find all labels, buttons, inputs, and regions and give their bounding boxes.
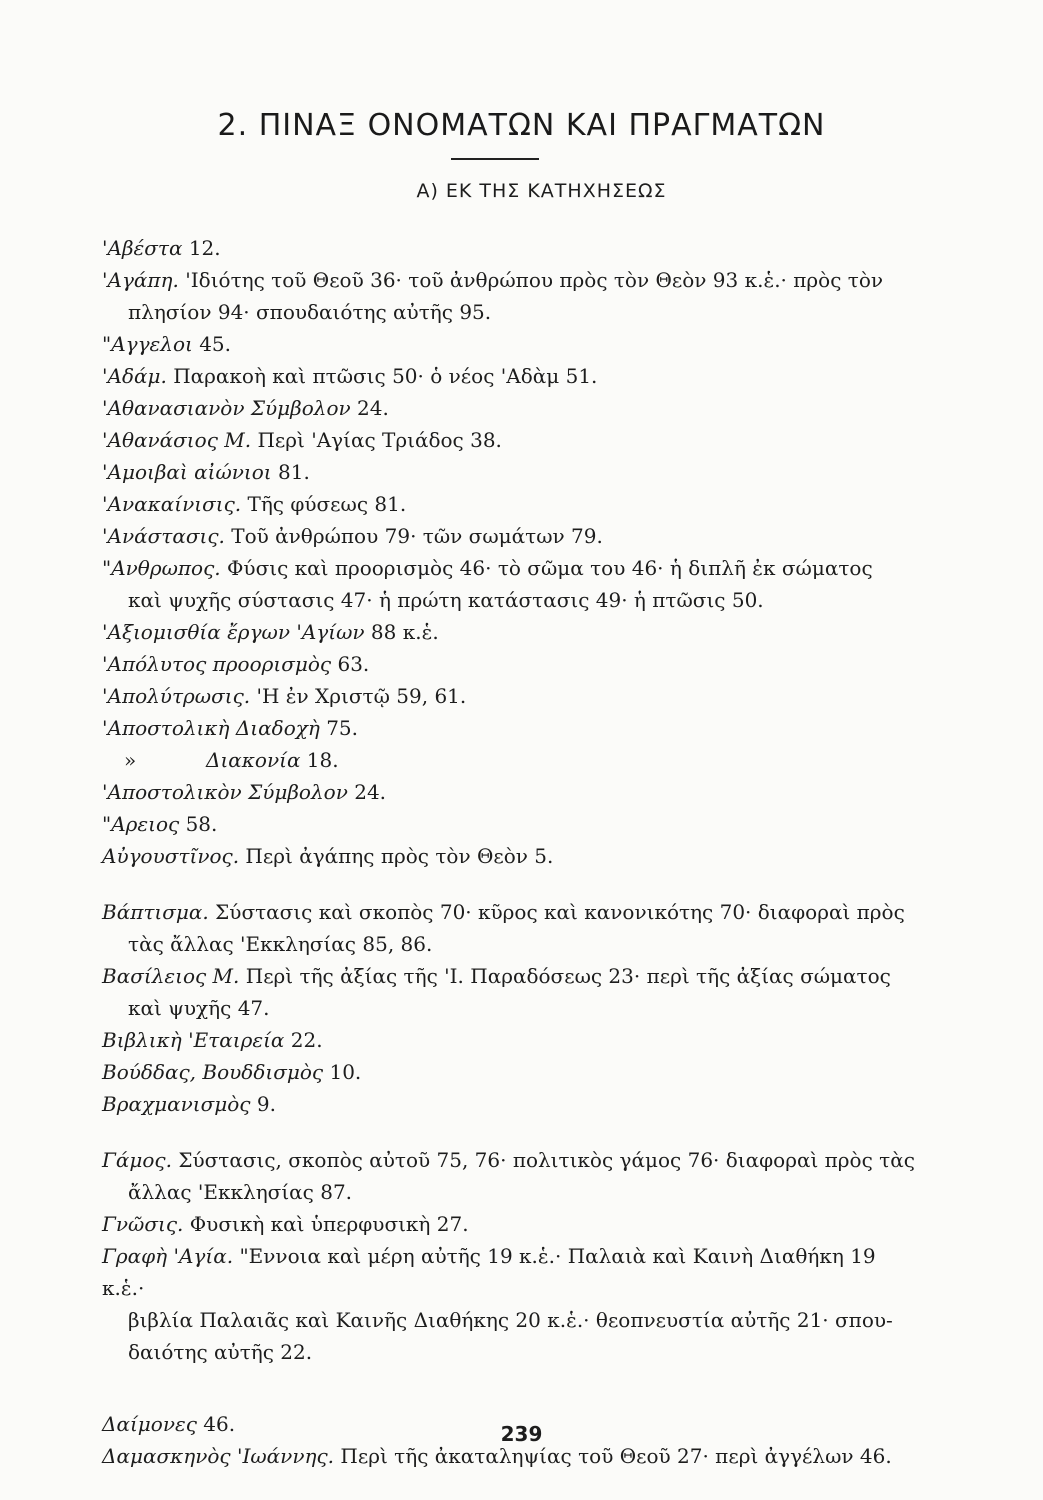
index-entry: » Διακονία 18. — [102, 744, 922, 776]
index-entry: Βάπτισμα. Σύστασις καὶ σκοπὸς 70· κῦρος καὶ κανονικότης 70· διαφοραὶ πρὸς τὰς ἄλλας 'Εκκλησίας 85, 86. — [102, 900, 905, 956]
index-entry: Αὐγουστῖνος. Περὶ ἀγάπης πρὸς τὸν Θεὸν 5. — [102, 844, 554, 868]
index-entry: 'Αγάπη. 'Ιδιότης τοῦ Θεοῦ 36· τοῦ ἀνθρώπου πρὸς τὸν Θεὸν 93 κ.ἑ.· πρὸς τὸν πλησίον 94· σπουδαιότης αὐτῆς 95. — [102, 268, 884, 324]
index-entry: Βιβλικὴ 'Εταιρεία 22. — [102, 1028, 323, 1052]
title-divider — [451, 158, 539, 160]
index-entry: Βασίλειος Μ. Περὶ τῆς ἀξίας τῆς 'Ι. Παραδόσεως 23· περὶ τῆς ἀξίας σώματος καὶ ψυχῆς 47. — [102, 964, 891, 1020]
index-entry: Γνῶσις. Φυσικὴ καὶ ὑπερφυσικὴ 27. — [102, 1212, 469, 1236]
page-number: 239 — [500, 1422, 543, 1446]
page-title: 2. ΠΙΝΑΞ ΟΝΟΜΑΤΩΝ ΚΑΙ ΠΡΑΓΜΑΤΩΝ — [217, 108, 826, 143]
index-entry: 'Αβέστα 12. — [102, 236, 221, 260]
ditto-mark: » — [124, 748, 137, 772]
index-entry: 'Αμοιβαὶ αἰώνιοι 81. — [102, 460, 310, 484]
index-entry: 'Αδάμ. Παρακοὴ καὶ πτῶσις 50· ὁ νέος 'Αδὰμ 51. — [102, 364, 598, 388]
index-entry: "Αρειος 58. — [102, 812, 218, 836]
index-entry: "Αγγελοι 45. — [102, 332, 232, 356]
index-entry: 'Αθανάσιος Μ. Περὶ 'Αγίας Τριάδος 38. — [102, 428, 502, 452]
index-entry: Γραφὴ 'Αγία. "Εννοια καὶ μέρη αὐτῆς 19 κ.ἑ.· Παλαιὰ καὶ Καινὴ Διαθήκη 19 κ.ἑ.· βιβλία Παλαιᾶς καὶ Καινῆς Διαθήκης 20 κ.ἑ.· θεοπνευστία αὐτῆς 21· σπου- δαιότης αὐτῆς 22. — [102, 1244, 893, 1364]
index-entry: Γάμος. Σύστασις, σκοπὸς αὐτοῦ 75, 76· πολιτικὸς γάμος 76· διαφοραὶ πρὸς τὰς ἄλλας 'Εκκλησίας 87. — [102, 1148, 915, 1204]
letter-group-gap — [102, 872, 922, 896]
index-entry: 'Αξιομισθία ἔργων 'Αγίων 88 κ.ἑ. — [102, 620, 439, 644]
letter-group-gap — [102, 1120, 922, 1144]
index-entry: Δαίμονες 46. — [102, 1412, 236, 1436]
section-subtitle: Α) ΕΚ ΤΗΣ ΚΑΤΗΧΗΣΕΩΣ — [416, 180, 667, 202]
letter-group-gap — [102, 1368, 922, 1408]
index-entry: Δαμασκηνὸς 'Ιωάννης. Περὶ τῆς ἀκαταληψίας τοῦ Θεοῦ 27· περὶ ἀγγέλων 46. — [102, 1444, 892, 1468]
index-entry: 'Απόλυτος προορισμὸς 63. — [102, 652, 370, 676]
index-entries — [102, 232, 922, 1472]
index-entry: 'Ανάστασις. Τοῦ ἀνθρώπου 79· τῶν σωμάτων 79. — [102, 524, 603, 548]
index-entry: 'Αποστολικὴ Διαδοχὴ 75. — [102, 716, 359, 740]
index-entry: 'Ανακαίνισις. Τῆς φύσεως 81. — [102, 492, 407, 516]
index-entry: 'Αποστολικὸν Σύμβολον 24. — [102, 780, 387, 804]
index-entry: "Ανθρωπος. Φύσις καὶ προορισμὸς 46· τὸ σῶμα του 46· ἡ διπλῆ ἐκ σώματος καὶ ψυχῆς σύστασις 47· ἡ πρώτη κατάστασις 49· ἡ πτῶσις 50. — [102, 556, 873, 612]
index-entry: 'Απολύτρωσις. 'Η ἐν Χριστῷ 59, 61. — [102, 684, 467, 708]
index-entry: 'Αθανασιανὸν Σύμβολον 24. — [102, 396, 389, 420]
index-entry: Βούδδας, Βουδδισμὸς 10. — [102, 1060, 362, 1084]
index-entry: Βραχμανισμὸς 9. — [102, 1092, 276, 1116]
